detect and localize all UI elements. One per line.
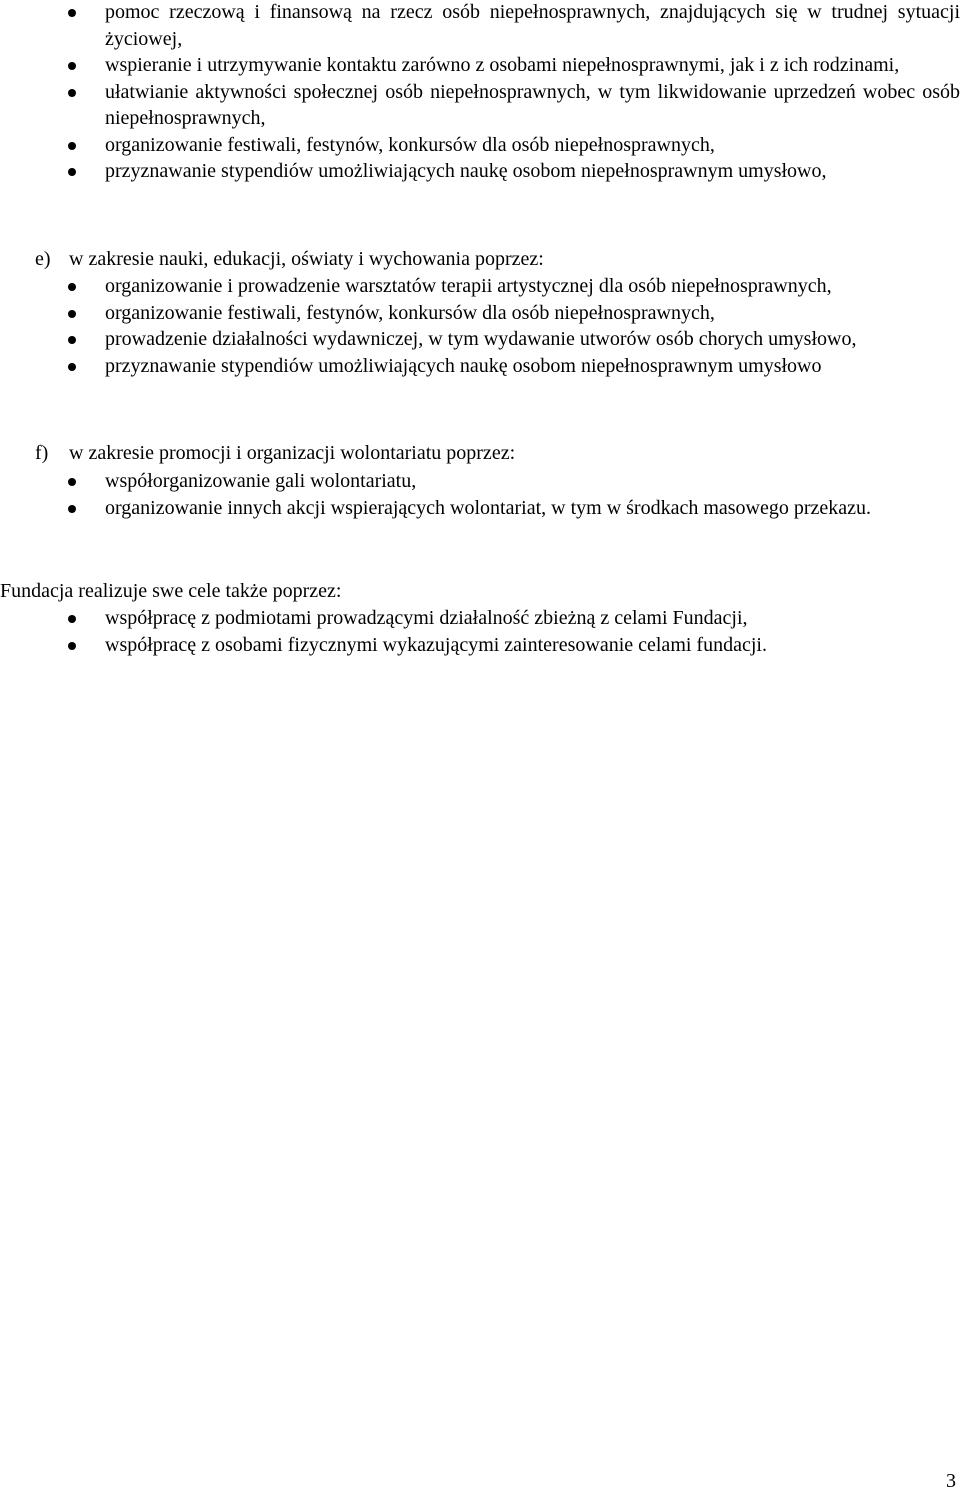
list-item [0,273,960,300]
list-item [0,632,960,659]
list-item [0,0,960,52]
list-item [0,79,960,132]
list-item [0,52,960,79]
list-item-text: wspieranie i utrzymywanie kontaktu zarówno z osobami niepełnosprawnymi, jak i z ich rodzinami, [105,54,900,76]
list-item [0,326,960,353]
list-item [0,353,960,380]
section-e-list [0,273,960,379]
section-f-list [0,468,960,521]
section-e-heading [35,246,955,273]
top-bullet-list [0,0,960,185]
list-item-text: ułatwianie aktywności społecznej osób niepełnosprawnych, w tym likwidowanie uprzedzeń wobec osób niepełnosprawnych, [105,80,960,129]
list-item [0,300,960,327]
list-item-text: współorganizowanie gali wolontariatu, [105,470,417,492]
bullet-icon [68,615,76,623]
bullet-icon [68,168,76,176]
section-letter: e) [35,248,51,270]
bullet-icon [68,642,76,650]
list-item [0,158,960,185]
list-item-text: organizowanie innych akcji wspierających wolontariat, w tym w środkach masowego przekazu. [105,496,872,519]
list-item-text: organizowanie festiwali, festynów, konkursów dla osób niepełnosprawnych, [105,133,715,156]
list-item-text: organizowanie i prowadzenie warsztatów terapii artystycznej dla osób niepełnosprawnych, [105,275,832,297]
list-item-text: współpracę z osobami fizycznymi wykazującymi zainteresowanie celami fundacji. [105,633,767,656]
list-item [0,605,960,632]
bullet-icon [68,89,76,97]
final-bullet-list [0,605,960,658]
bullet-icon [68,283,76,291]
bullet-icon [68,478,76,486]
bullet-icon [68,142,76,150]
section-letter: f) [35,442,49,464]
bullet-icon [68,310,76,318]
list-item-text: organizowanie festiwali, festynów, konkursów dla osób niepełnosprawnych, [105,301,715,324]
bullet-icon [68,505,76,513]
list-item-text: współpracę z podmiotami prowadzącymi działalność zbieżną z celami Fundacji, [105,607,748,629]
bullet-icon [68,9,76,17]
list-item [0,132,960,159]
list-item [0,495,960,522]
page-number: 3 [946,1470,956,1492]
list-item-text: pomoc rzeczową i finansową na rzecz osób niepełnosprawnych, znajdujących się w trudnej sytuacji życiowej, [105,1,960,50]
bullet-icon [68,62,76,70]
section-heading-text: w zakresie promocji i organizacji wolontariatu poprzez: [69,442,516,464]
section-f-heading [35,440,955,467]
bullet-icon [68,336,76,344]
section-heading-text: w zakresie nauki, edukacji, oświaty i wychowania poprzez: [69,248,544,270]
bullet-icon [68,363,76,371]
list-item-text: przyznawanie stypendiów umożliwiających naukę osobom niepełnosprawnym umysłowo [105,354,822,377]
list-item-text: przyznawanie stypendiów umożliwiających naukę osobom niepełnosprawnym umysłowo, [105,160,827,182]
list-item-text: prowadzenie działalności wydawniczej, w tym wydawanie utworów osób chorych umysłowo, [105,328,857,350]
list-item [0,468,960,495]
intro-paragraph: Fundacja realizuje swe cele także poprzez: [0,580,342,602]
